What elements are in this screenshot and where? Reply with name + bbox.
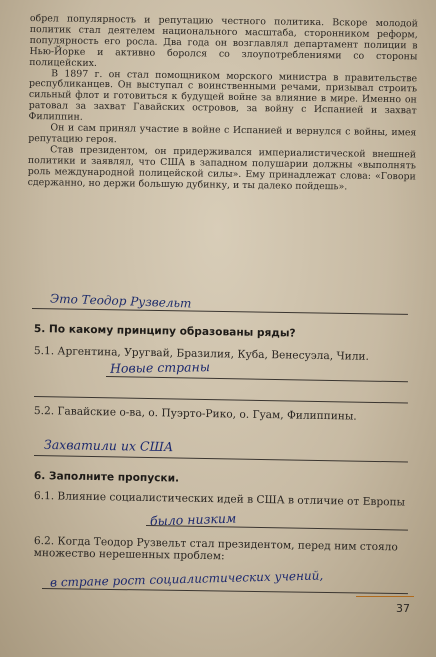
task-5-1-question: 5.1. Аргентина, Уругвай, Бразилия, Куба, Венесуэла, Чили.	[33, 345, 370, 363]
task-6-1-answer[interactable]: было низким	[149, 510, 237, 529]
task-5-1-answer[interactable]: Новые страны	[109, 359, 211, 376]
task-5-title: 5. По какому принципу образованы ряды?	[33, 323, 296, 340]
task-6-2-question: 6.2. Когда Теодор Рузвельт стал президентом, перед ним стояло множество нерешенных проблем:	[33, 535, 398, 563]
answer-line	[32, 308, 408, 315]
body-text	[28, 14, 418, 194]
paragraph-4: Став президентом, он придерживался империалистической внешней политики и заявлял, что США в западном полушарии должны «выполнять роль международной полицейской силы». Ему принадлежат слова: «Говори сдержанно, но держи большую дубинку, и ты далеко пойдешь».	[27, 144, 417, 193]
task-5-2-question: 5.2. Гавайские о-ва, о. Пуэрто-Рико, о. Гуам, Филиппины.	[33, 405, 357, 423]
page-number-rule	[356, 596, 414, 597]
paragraph-1: обрел популярность и репутацию честного политика. Вскоре молодой политик стал деятелем национального масштаба, сторонником реформ, популярность его росла. Два года он возглавлял департамент полиции в Нью-Йорке и активно боролся со злоупотреблениями со стороны полицейских.	[29, 13, 418, 69]
answer-line	[34, 396, 408, 404]
answer-line	[42, 588, 408, 594]
task-5-2-answer[interactable]: Захватили их США	[43, 436, 174, 455]
page-number: 37	[396, 602, 410, 615]
task-6-1-question: 6.1. Влияние социалистических идей в США в отличие от Европы	[33, 490, 406, 509]
task-6-2-answer[interactable]: в стране рост социалистических учений,	[49, 568, 324, 590]
answer-line	[106, 376, 408, 382]
handwritten-answer-top: Это Теодор Рузвельт	[49, 291, 192, 311]
task-6-title: 6. Заполните пропуски.	[33, 470, 180, 485]
answer-line	[34, 455, 408, 463]
paragraph-2: В 1897 г. он стал помощником морского министра в правительстве республиканцев. Он выступал с воинственными речами, призывал строить сильный флот и готовиться к будущей войне за влияние в мире. Именно он ратовал за захват Гавайских островов, за войну с Испанией и захват Филиппин.	[28, 67, 418, 123]
paragraph-3: Он и сам принял участие в войне с Испанией и вернулся с войны, имея репутацию героя.	[28, 122, 417, 146]
answer-line	[146, 525, 408, 531]
